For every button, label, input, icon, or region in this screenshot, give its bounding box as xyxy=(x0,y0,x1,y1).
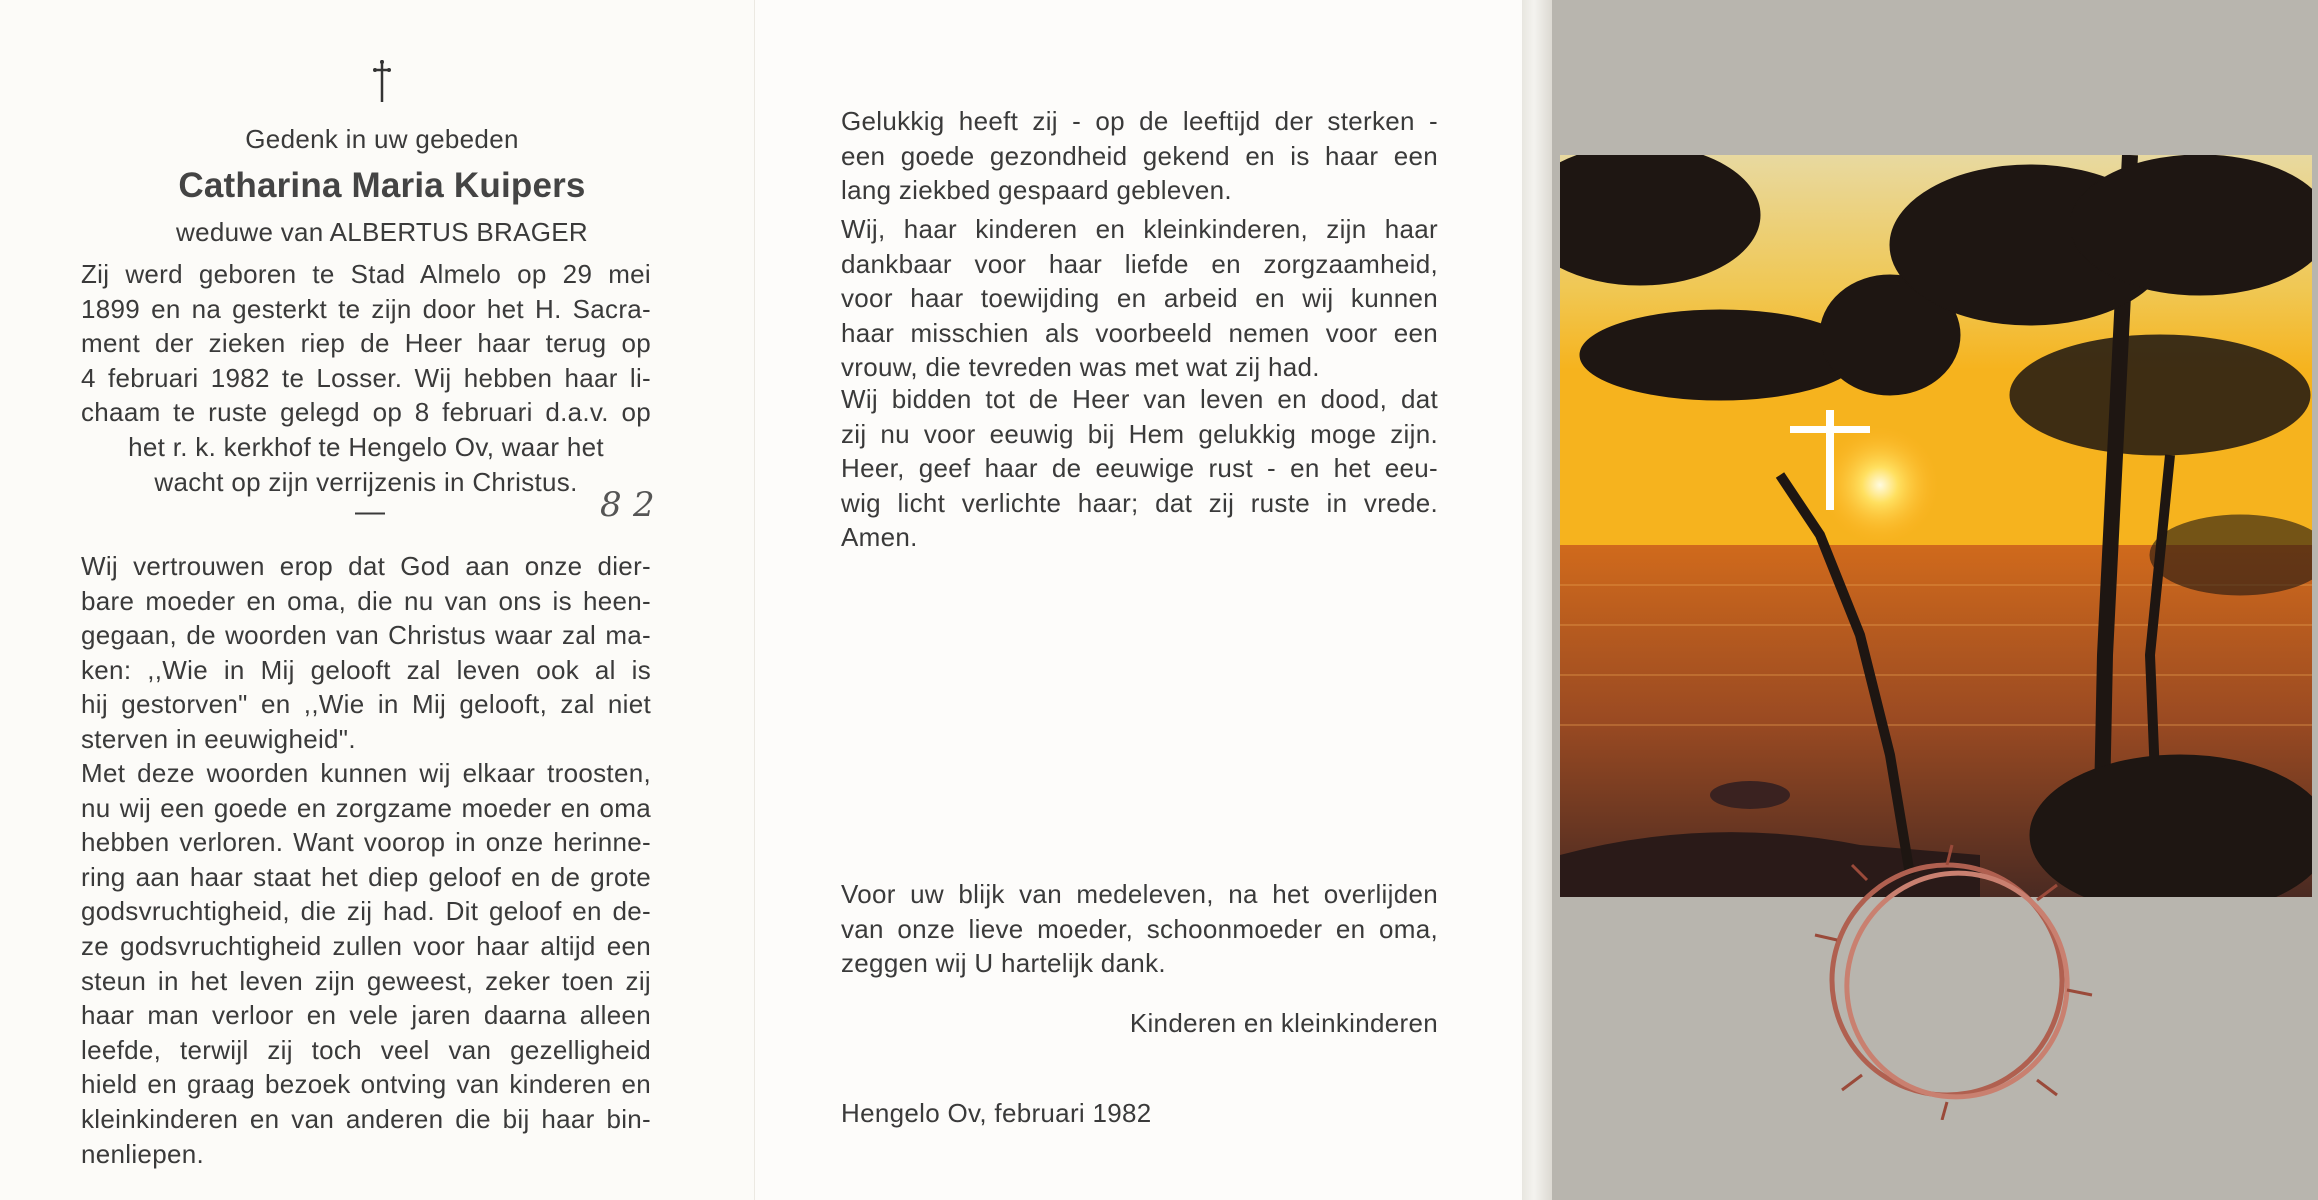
text-line: Heer, geef haar de eeuwige rust - en het eeu- xyxy=(841,453,1438,484)
memory-paragraph xyxy=(81,756,651,1171)
text-line: een goede gezondheid gekend en is haar een xyxy=(841,140,1438,171)
text-line: ze godsvruchtigheid zullen voor haar altijd een xyxy=(81,930,651,961)
text-line: wig licht verlichte haar; dat zij ruste in vrede. xyxy=(841,487,1438,518)
text-line: haar misschien als voorbeeld nemen voor een xyxy=(841,317,1438,348)
cover-panel xyxy=(1552,0,2318,1200)
text-line: nu wij een goede en zorgzame moeder en oma xyxy=(81,792,651,823)
text-line: Wij vertrouwen erop dat God aan onze dier- xyxy=(81,551,651,581)
text-line: Amen. xyxy=(841,522,918,553)
faith-paragraph xyxy=(81,549,651,757)
text-line: Voor uw blijk van medeleven, na het overlijden xyxy=(841,879,1438,909)
text-line: Wij, haar kinderen en kleinkinderen, zijn haar xyxy=(841,214,1438,244)
signature: Kinderen en kleinkinderen xyxy=(1129,1008,1438,1038)
place-date: Hengelo Ov, februari 1982 xyxy=(841,1098,1152,1128)
text-line: hield en graag bezoek ontving van kinderen en xyxy=(81,1069,651,1100)
cross-icon xyxy=(372,58,392,104)
text-line: hij gestorven" en ,,Wie in Mij gelooft, zal niet xyxy=(81,689,651,720)
text-line: haar man verloor en vele jaren daarna alleen xyxy=(81,1000,651,1031)
bio-paragraph xyxy=(81,257,651,499)
text-line: kleinkinderen en van anderen die bij haar bin- xyxy=(81,1103,651,1134)
text-line: bare moeder en oma, die nu van ons is heen- xyxy=(81,585,651,616)
text-line: leefde, terwijl zij toch veel van gezelligheid xyxy=(81,1034,651,1065)
text-line: 1899 en na gesterkt te zijn door het H. Sacra- xyxy=(81,293,651,324)
text-line: hebben verloren. Want voorop in onze herinne- xyxy=(81,827,651,858)
header-text: Gedenk in uw gebeden xyxy=(245,124,519,154)
text-line: ken: ,,Wie in Mij gelooft zal leven ook al is xyxy=(81,654,651,685)
text-line: steun in het leven zijn geweest, zeker toen zij xyxy=(81,965,651,996)
sunset-image xyxy=(1560,155,2312,897)
text-line: lang ziekbed gespaard gebleven. xyxy=(841,175,1232,206)
text-line: zij nu voor eeuwig bij Hem gelukkig moge zijn. xyxy=(841,418,1438,449)
text-line: ring aan haar staat het diep geloof en de grote xyxy=(81,861,651,892)
text-line: ment der zieken riep de Heer haar terug op xyxy=(81,328,651,359)
text-line: 4 februari 1982 te Losser. Wij hebben haar li- xyxy=(81,362,651,393)
text-line: van onze lieve moeder, schoonmoeder en oma, xyxy=(841,913,1438,944)
cross-icon xyxy=(1790,410,1870,510)
text-line: nenliepen. xyxy=(81,1138,204,1169)
text-line: Wij bidden tot de Heer van leven en dood, dat xyxy=(841,384,1438,414)
fold-gap xyxy=(1522,0,1552,1200)
text-line: wacht op zijn verrijzenis in Christus. xyxy=(154,466,578,497)
text-line: dankbaar voor haar liefde en zorgzaamheid, xyxy=(841,248,1438,279)
text-line: Gelukkig heeft zij - op de leeftijd der sterken - xyxy=(841,106,1438,136)
text-line: voor haar toewijding en arbeid en wij kunnen xyxy=(841,283,1438,314)
middle-panel xyxy=(754,0,1523,1200)
separator: — xyxy=(355,495,386,528)
text-line: vrouw, die tevreden was met wat zij had. xyxy=(841,352,1320,383)
text-line: Zij werd geboren te Stad Almelo op 29 mei xyxy=(81,259,651,289)
text-line: zeggen wij U hartelijk dank. xyxy=(841,948,1166,979)
widow-of: weduwe van ALBERTUS BRAGER xyxy=(176,217,588,247)
text-line: chaam te ruste gelegd op 8 februari d.a.v. op xyxy=(81,397,651,428)
text-line: sterven in eeuwigheid". xyxy=(81,723,356,754)
deceased-name: Catharina Maria Kuipers xyxy=(178,166,586,205)
health-paragraph xyxy=(841,104,1438,208)
left-panel xyxy=(0,0,754,1200)
handwritten-note: 8 2 xyxy=(600,485,655,525)
prayer-paragraph xyxy=(841,382,1438,555)
thanks-paragraph xyxy=(841,877,1438,981)
gratitude-paragraph xyxy=(841,212,1438,385)
text-line: gegaan, de woorden van Christus waar zal ma- xyxy=(81,620,651,651)
sunset-photo xyxy=(1560,155,2312,897)
crown-of-thorns-icon xyxy=(1807,840,2097,1120)
text-line: godsvruchtigheid, die zij had. Dit geloof en de- xyxy=(81,896,651,927)
text-line: het r. k. kerkhof te Hengelo Ov, waar het xyxy=(128,431,604,462)
text-line: Met deze woorden kunnen wij elkaar troosten, xyxy=(81,758,651,788)
